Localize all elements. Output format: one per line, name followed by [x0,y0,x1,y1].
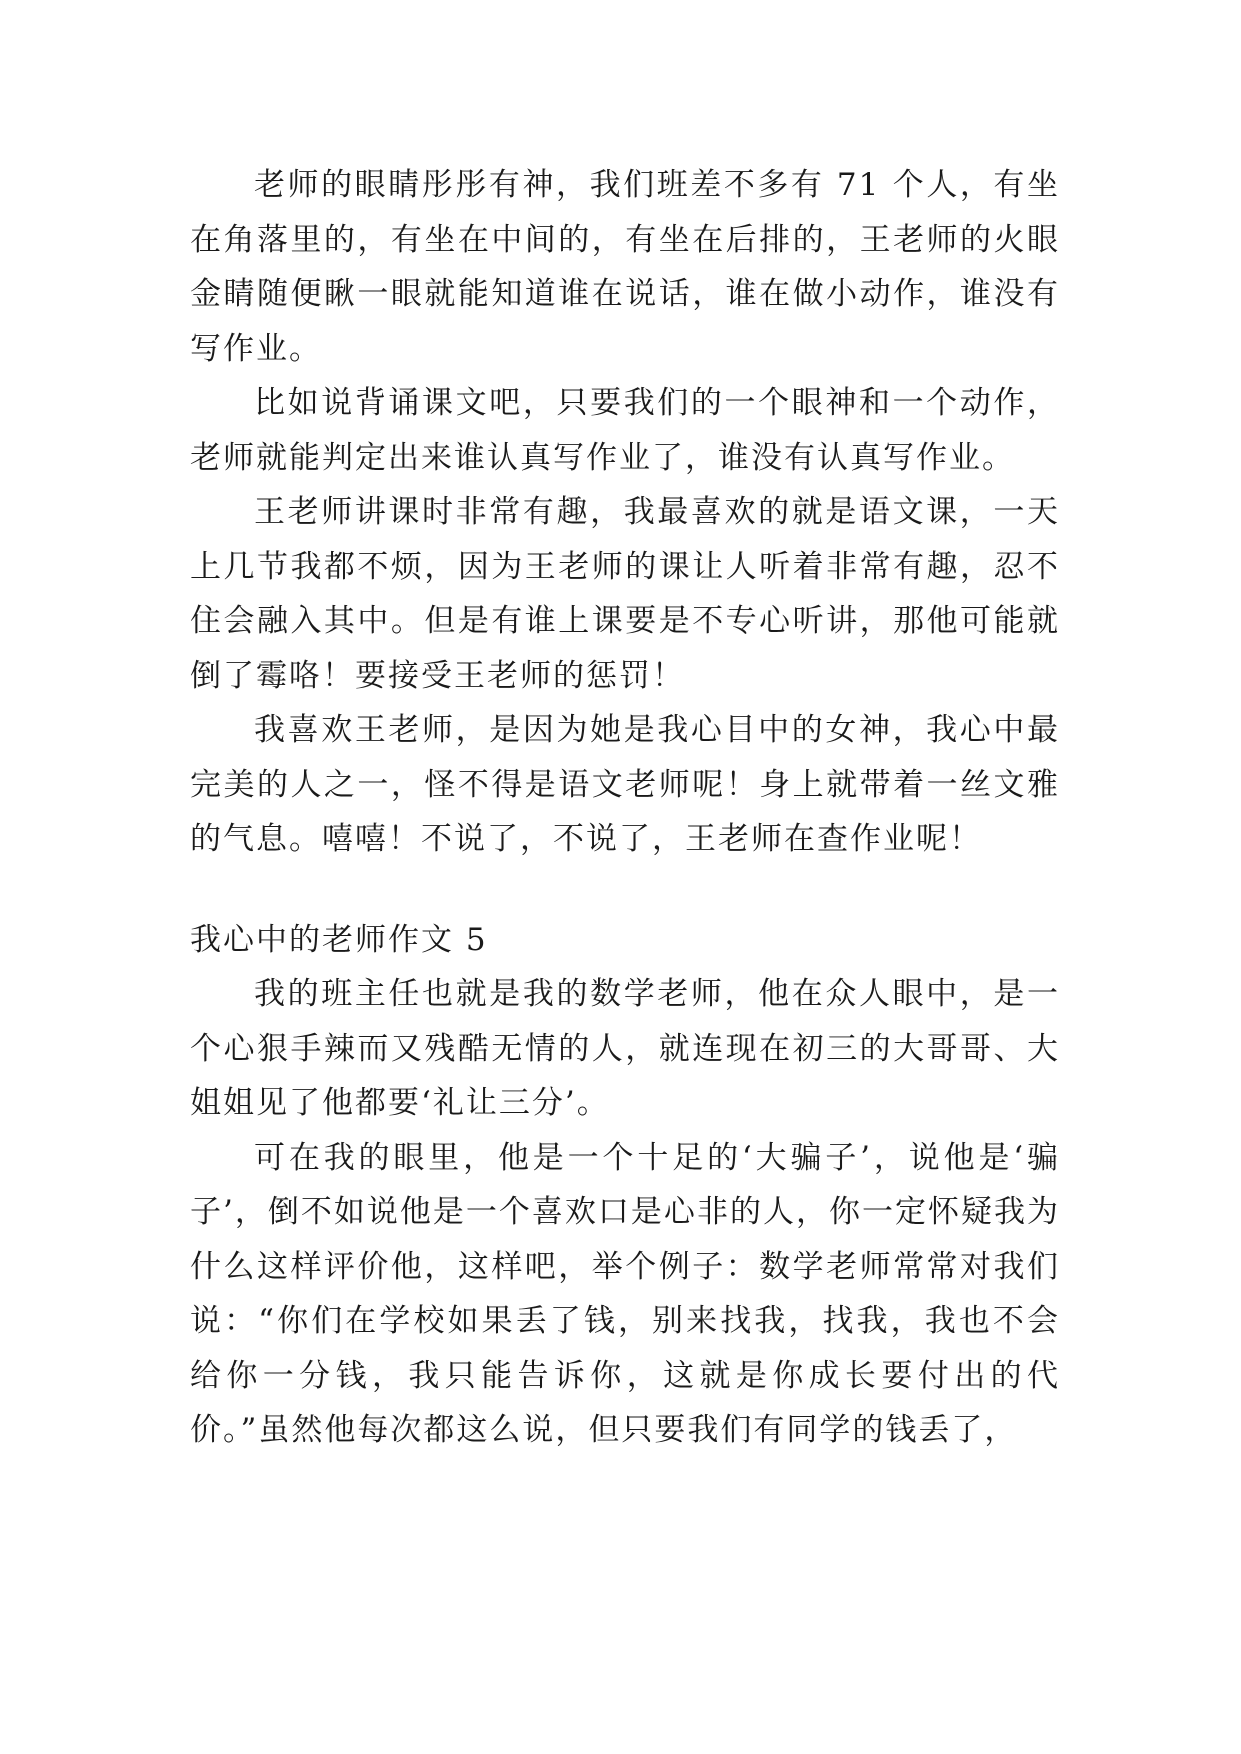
paragraph-math-teacher: 我的班主任也就是我的数学老师，他在众人眼中，是一个心狠手辣而又残酷无情的人，就连现在初三的大哥哥、大姐姐见了他都要‘礼让三分’。 [190,976,1060,1121]
paragraph-teacher-eyes: 老师的眼睛彤彤有神，我们班差不多有 71 个人，有坐在角落里的，有坐在中间的，有坐在后排的，王老师的火眼金睛随便瞅一眼就能知道谁在说话，谁在做小动作，谁没有写作业。 [190,167,1060,367]
document-page [190,158,1060,1458]
essay-heading: 我心中的老师作文 5 [190,921,488,958]
paragraph-interesting-class: 王老师讲课时非常有趣，我最喜欢的就是语文课，一天上几节我都不烦，因为王老师的课让人听着非常有趣，忍不住会融入其中。但是有谁上课要是不专心听讲，那他可能就倒了霉咯！要接受王老师的惩罚！ [190,494,1060,694]
paragraph-recitation: 比如说背诵课文吧，只要我们的一个眼神和一个动作，老师就能判定出来谁认真写作业了，谁没有认真写作业。 [190,385,1060,476]
paragraph-like-teacher: 我喜欢王老师，是因为她是我心目中的女神，我心中最完美的人之一，怪不得是语文老师呢！身上就带着一丝文雅的气息。嘻嘻！不说了，不说了，王老师在查作业呢！ [190,712,1060,857]
paragraph-big-liar: 可在我的眼里，他是一个十足的‘大骗子’，说他是‘骗子’，倒不如说他是一个喜欢口是心非的人，你一定怀疑我为什么这样评价他，这样吧，举个例子：数学老师常常对我们说：“你们在学校如果丢了钱，别来找我，找我，我也不会给你一分钱，我只能告诉你，这就是你成长要付出的代价。”虽然他每次都这么说，但只要我们有同学的钱丢了， [190,1139,1060,1448]
